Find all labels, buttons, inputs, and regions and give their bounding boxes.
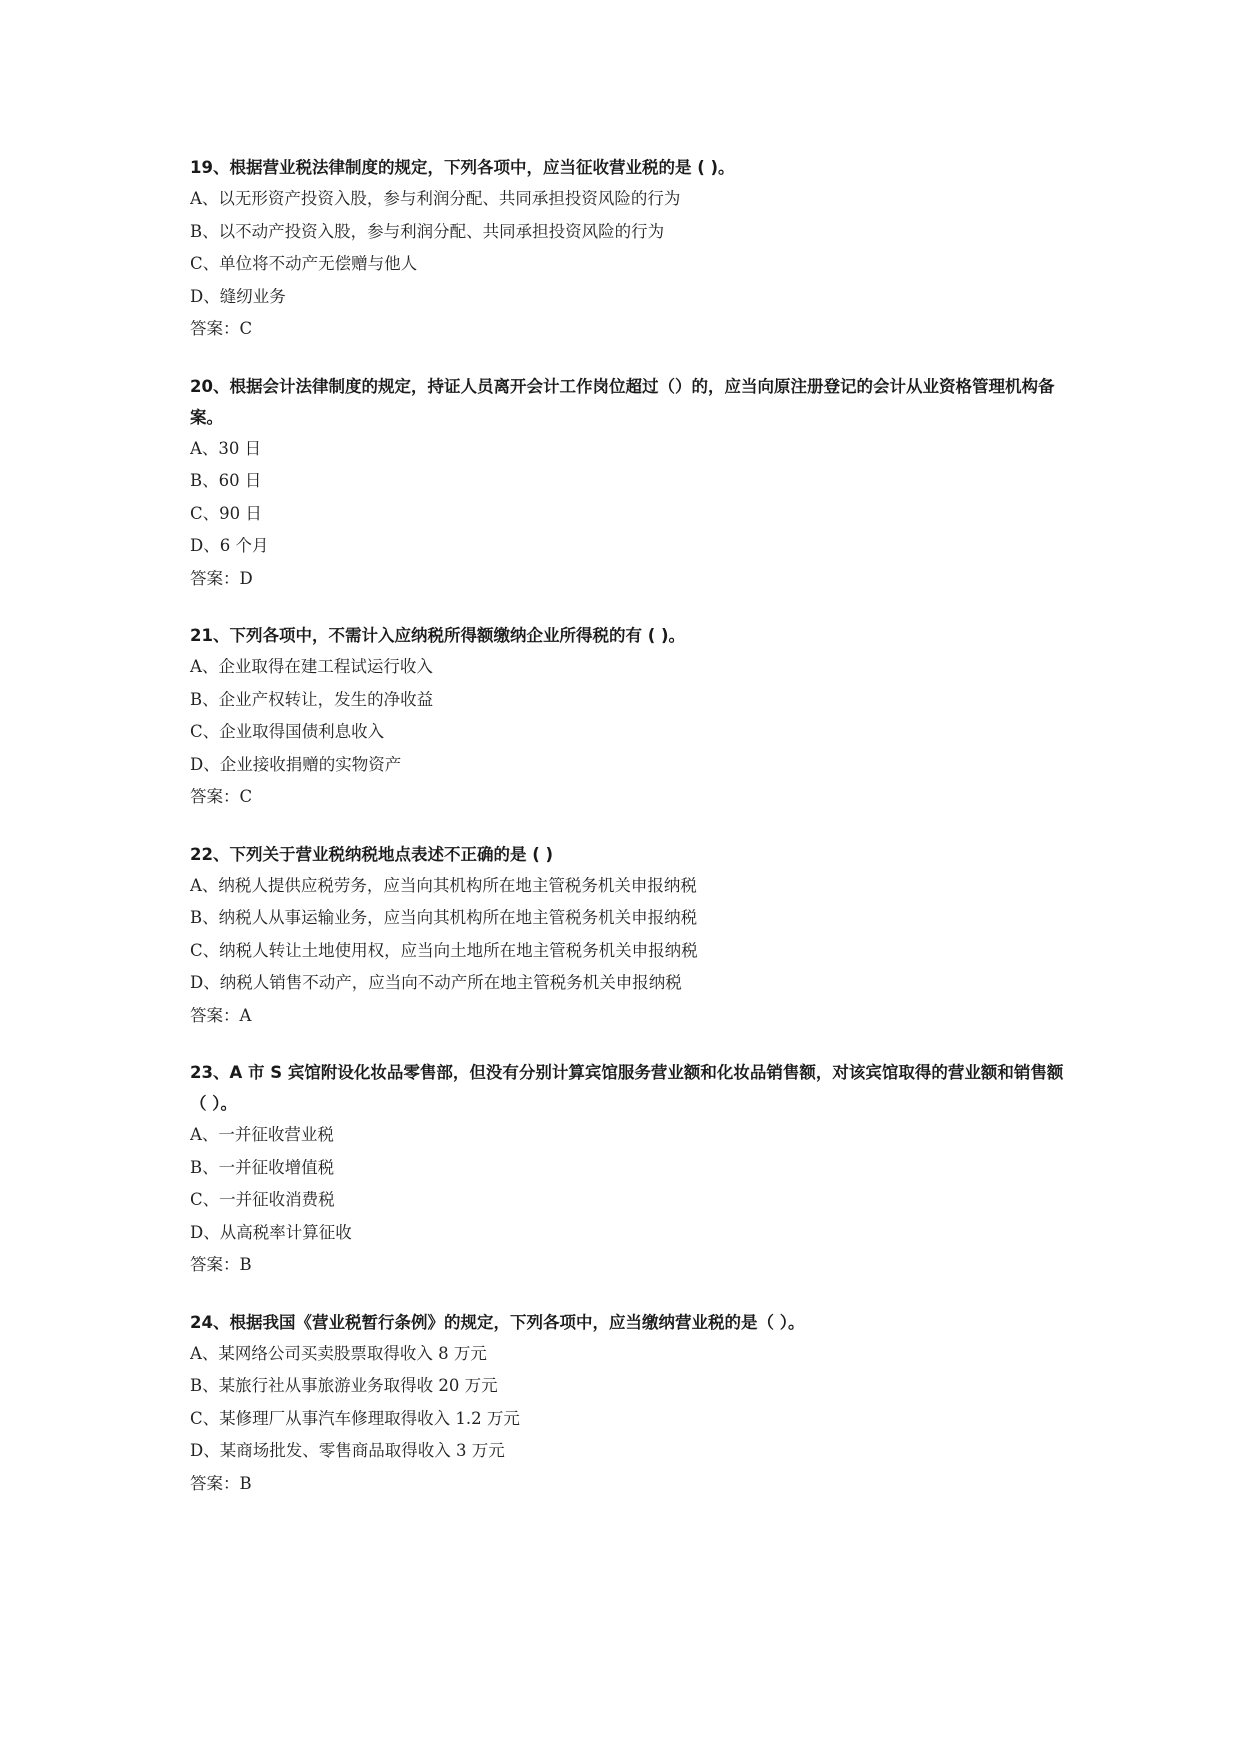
- question-title: 21、下列各项中，不需计入应纳税所得额缴纳企业所得税的有 ( )。: [190, 626, 686, 645]
- answer: 答案：C: [190, 787, 253, 806]
- option-a: A、企业取得在建工程试运行收入: [190, 657, 433, 676]
- option-b: B、某旅行社从事旅游业务取得收 20 万元: [190, 1376, 498, 1395]
- question-title: 24、根据我国《营业税暂行条例》的规定，下列各项中，应当缴纳营业税的是（ ）。: [190, 1312, 805, 1332]
- question-24: [190, 1307, 1070, 1501]
- option-a: A、以无形资产投资入股，参与利润分配、共同承担投资风险的行为: [190, 189, 681, 208]
- question-title: 23、A 市 S 宾馆附设化妆品零售部，但没有分别计算宾馆服务营业额和化妆品销售额，对该宾馆取得的营业额和销售额（ ）。: [190, 1063, 1064, 1113]
- option-d: D、企业接收捐赠的实物资产: [190, 754, 402, 774]
- option-d: D、纳税人销售不动产，应当向不动产所在地主管税务机关申报纳税: [190, 973, 682, 992]
- option-c: C、企业取得国债利息收入: [190, 722, 385, 741]
- answer: 答案：B: [190, 1255, 252, 1274]
- question-19: [190, 152, 1070, 346]
- option-c: C、单位将不动产无偿赠与他人: [190, 254, 418, 273]
- question-20: [190, 371, 1070, 596]
- option-a: A、某网络公司买卖股票取得收入 8 万元: [190, 1343, 487, 1363]
- option-b: B、企业产权转让，发生的净收益: [190, 689, 434, 709]
- option-d: D、缝纫业务: [190, 286, 286, 306]
- option-a: A、一并征收营业税: [190, 1125, 334, 1144]
- option-a: A、纳税人提供应税劳务，应当向其机构所在地主管税务机关申报纳税: [190, 875, 697, 895]
- option-c: C、纳税人转让土地使用权，应当向土地所在地主管税务机关申报纳税: [190, 940, 698, 960]
- option-b: B、60 日: [190, 471, 262, 490]
- option-a: A、30 日: [190, 438, 262, 458]
- option-d: D、某商场批发、零售商品取得收入 3 万元: [190, 1441, 505, 1460]
- question-title: 20、根据会计法律制度的规定，持证人员离开会计工作岗位超过（）的，应当向原注册登记的会计从业资格管理机构备案。: [190, 376, 1055, 427]
- option-b: B、纳税人从事运输业务，应当向其机构所在地主管税务机关申报纳税: [190, 908, 698, 927]
- document-page: [190, 152, 1070, 1512]
- answer: 答案：C: [190, 319, 253, 338]
- option-c: C、一并征收消费税: [190, 1190, 335, 1209]
- option-d: D、从高税率计算征收: [190, 1222, 352, 1242]
- answer: 答案：D: [190, 568, 253, 588]
- question-title: 19、根据营业税法律制度的规定，下列各项中，应当征收营业税的是 ( )。: [190, 158, 735, 177]
- option-d: D、6 个月: [190, 536, 269, 555]
- option-c: C、某修理厂从事汽车修理取得收入 1.2 万元: [190, 1408, 520, 1428]
- option-c: C、90 日: [190, 503, 262, 523]
- answer: 答案：B: [190, 1473, 252, 1493]
- question-title: 22、下列关于营业税纳税地点表述不正确的是 ( ): [190, 844, 554, 864]
- option-b: B、一并征收增值税: [190, 1157, 335, 1177]
- question-23: [190, 1057, 1070, 1282]
- answer: 答案：A: [190, 1005, 252, 1025]
- option-b: B、以不动产投资入股，参与利润分配、共同承担投资风险的行为: [190, 221, 665, 241]
- question-22: [190, 839, 1070, 1033]
- question-21: [190, 620, 1070, 814]
